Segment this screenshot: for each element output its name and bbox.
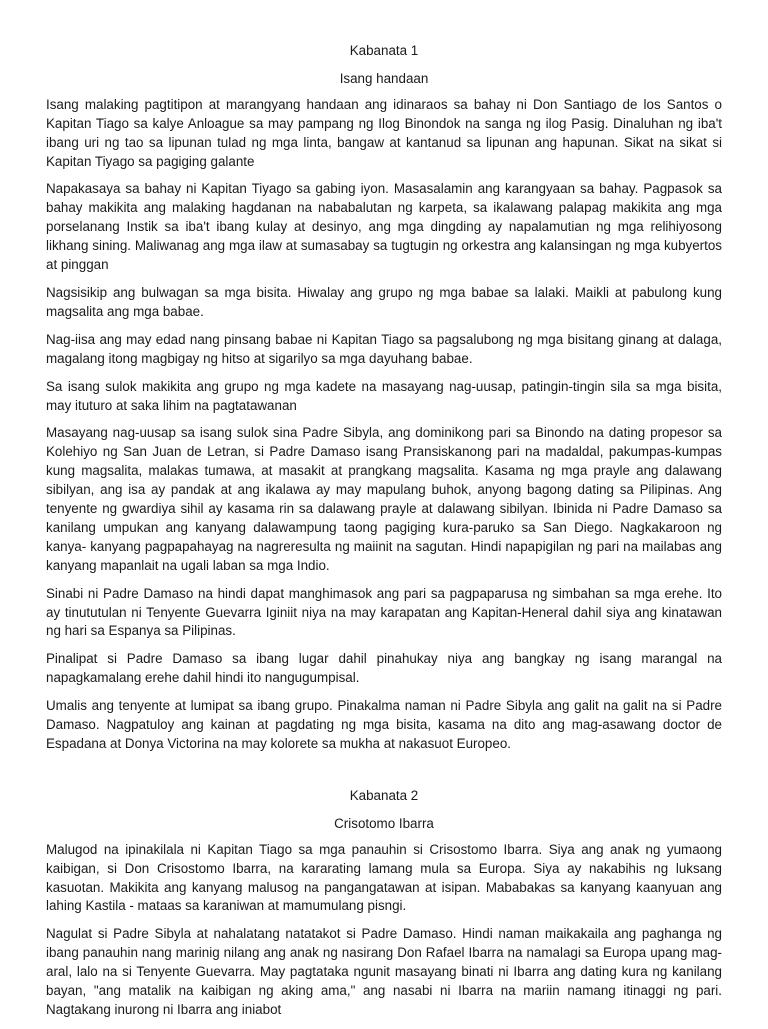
chapter-2: [46, 787, 722, 1020]
paragraph: Malugod na ipinakilala ni Kapitan Tiago sa mga panauhin si Crisostomo Ibarra. Siya ang anak ng yumaong kaibigan, si Don Crisostomo Ibarra, na kararating lamang mula sa Europa. Siya ay nakabihis ng luksang kasuotan. Makikita ang kanyang malusog na pangangatawan at isipan. Mababakas sa kanyang kaanyuan ang lahing Kastila - mataas sa karaniwan at mamumulang pisngi.: [46, 841, 722, 914]
chapter-2-title: Kabanata 2: [349, 787, 419, 803]
paragraph: Pinalipat si Padre Damaso sa ibang lugar dahil pinahukay niya ang bangkay ng isang marangal na napagkamalang erehe dahil hindi ito nangugumpisal.: [46, 651, 722, 686]
paragraph: Sinabi ni Padre Damaso na hindi dapat manghimasok ang pari sa pagpaparusa ng simbahan sa mga erehe. Ito ay tinututulan ni Tenyente Guevarra Iginiit niya na may karapatan ang Kapitan-Heneral dahil siya ang kinatawan ng hari sa Espanya sa Pilipinas.: [46, 585, 722, 639]
paragraph: Nagulat si Padre Sibyla at nahalatang natatakot si Padre Damaso. Hindi naman maikakaila ang paghanga ng ibang panauhin nang marinig nilang ang anak ng nasirang Don Rafael Ibarra na namalagi sa Europa upang mag-aral, lalo na si Tenyente Guevarra. May pagtataka ngunit masayang binati ni Ibarra ang dating kura ng kanilang bayan, "ang matalik na kaibigan ng aking ama," ang nasabi ni Ibarra na mariin namang itinaggi ng pari. Nagtakang inurong ni Ibarra ang iniabot: [46, 926, 722, 1017]
chapter-1: [46, 42, 722, 754]
paragraph: Sa isang sulok makikita ang grupo ng mga kadete na masayang nag-uusap, patingin-tingin sila sa mga bisita, may ituturo at saka lihim na pagtatawanan: [46, 378, 722, 413]
paragraph: Nag-iisa ang may edad nang pinsang babae ni Kapitan Tiago sa pagsalubong ng mga bisitang ginang at dalaga, magalang itong magbigay ng hitso at sigarilyo sa mga dayuhang babae.: [46, 331, 722, 366]
chapter-1-subtitle: Isang handaan: [339, 70, 429, 86]
chapter-1-title: Kabanata 1: [349, 43, 419, 58]
paragraph: Napakasaya sa bahay ni Kapitan Tiyago sa gabing iyon. Masasalamin ang karangyaan sa bahay. Pagpasok sa bahay makikita ang malaking hagdanan na nababalutan ng karpeta, sa ikalawang palapag makikita ang mga porselanang Instik sa iba't ibang kulay at desinyo, ang mga dingding ay napalamutian ng mga relihiyosong likhang sining. Maliwanag ang mga ilaw at sumasabay sa tugtugin ng orkestra ang kalansingan ng mga kubyertos at pinggan: [46, 181, 722, 273]
chapter-2-subtitle: Crisotomo Ibarra: [334, 815, 434, 831]
paragraph: Nagsisikip ang bulwagan sa mga bisita. Hiwalay ang grupo ng mga babae sa lalaki. Maikli at pabulong kung magsalita ang mga babae.: [46, 284, 722, 319]
paragraph: Masayang nag-uusap sa isang sulok sina Padre Sibyla, ang dominikong pari sa Binondo na dating propesor sa Kolehiyo ng San Juan de Letran, si Padre Damaso isang Pransiskanong pari na madaldal, pakumpas-kumpas kung magsalita, malakas tumawa, at masakit at prangkang magsalita. Kasama ng mga prayle ang dalawang sibilyan, ang isa ay pandak at ang ikalawa ay may mapulang buhok, anyong bagong dating sa Pilipinas. Ang tenyente ng gwardiya sihil ay kasama rin sa dalawang prayle at dalawang sibilyan. Ibinida ni Padre Damaso sa kanilang umpukan ang kanyang dalawampung taong pagiging kura-paruko sa San Diego. Nagkakaroon ng kanya- kanyang pagpapahayag na nagreresulta ng maiinit na sagutan. Hindi napapigilan ng pari na mailabas ang kanyang mapanlait na ugali laban sa mga Indio.: [46, 425, 722, 573]
document-page: [46, 42, 722, 1029]
paragraph: Isang malaking pagtitipon at marangyang handaan ang idinaraos sa bahay ni Don Santiago de los Santos o Kapitan Tiago sa kalye Anloague sa may pampang ng Ilog Binondok na sanga ng ilog Pasig. Dinaluhan ng iba't ibang uri ng tao sa lipunan tulad ng mga linta, bangaw at kantanud sa lipunan ang hapunan. Sikat na sikat si Kapitan Tiyago sa pagiging galante: [46, 96, 722, 169]
paragraph: Umalis ang tenyente at lumipat sa ibang grupo. Pinakalma naman ni Padre Sibyla ang galit na galit na si Padre Damaso. Nagpatuloy ang kainan at pagdating ng mga bisita, kasama na dito ang mag-asawang doctor de Espadana at Donya Victorina na may kolorete sa mukha at nakasuot Europeo.: [46, 698, 722, 751]
section-spacer: [46, 763, 722, 787]
